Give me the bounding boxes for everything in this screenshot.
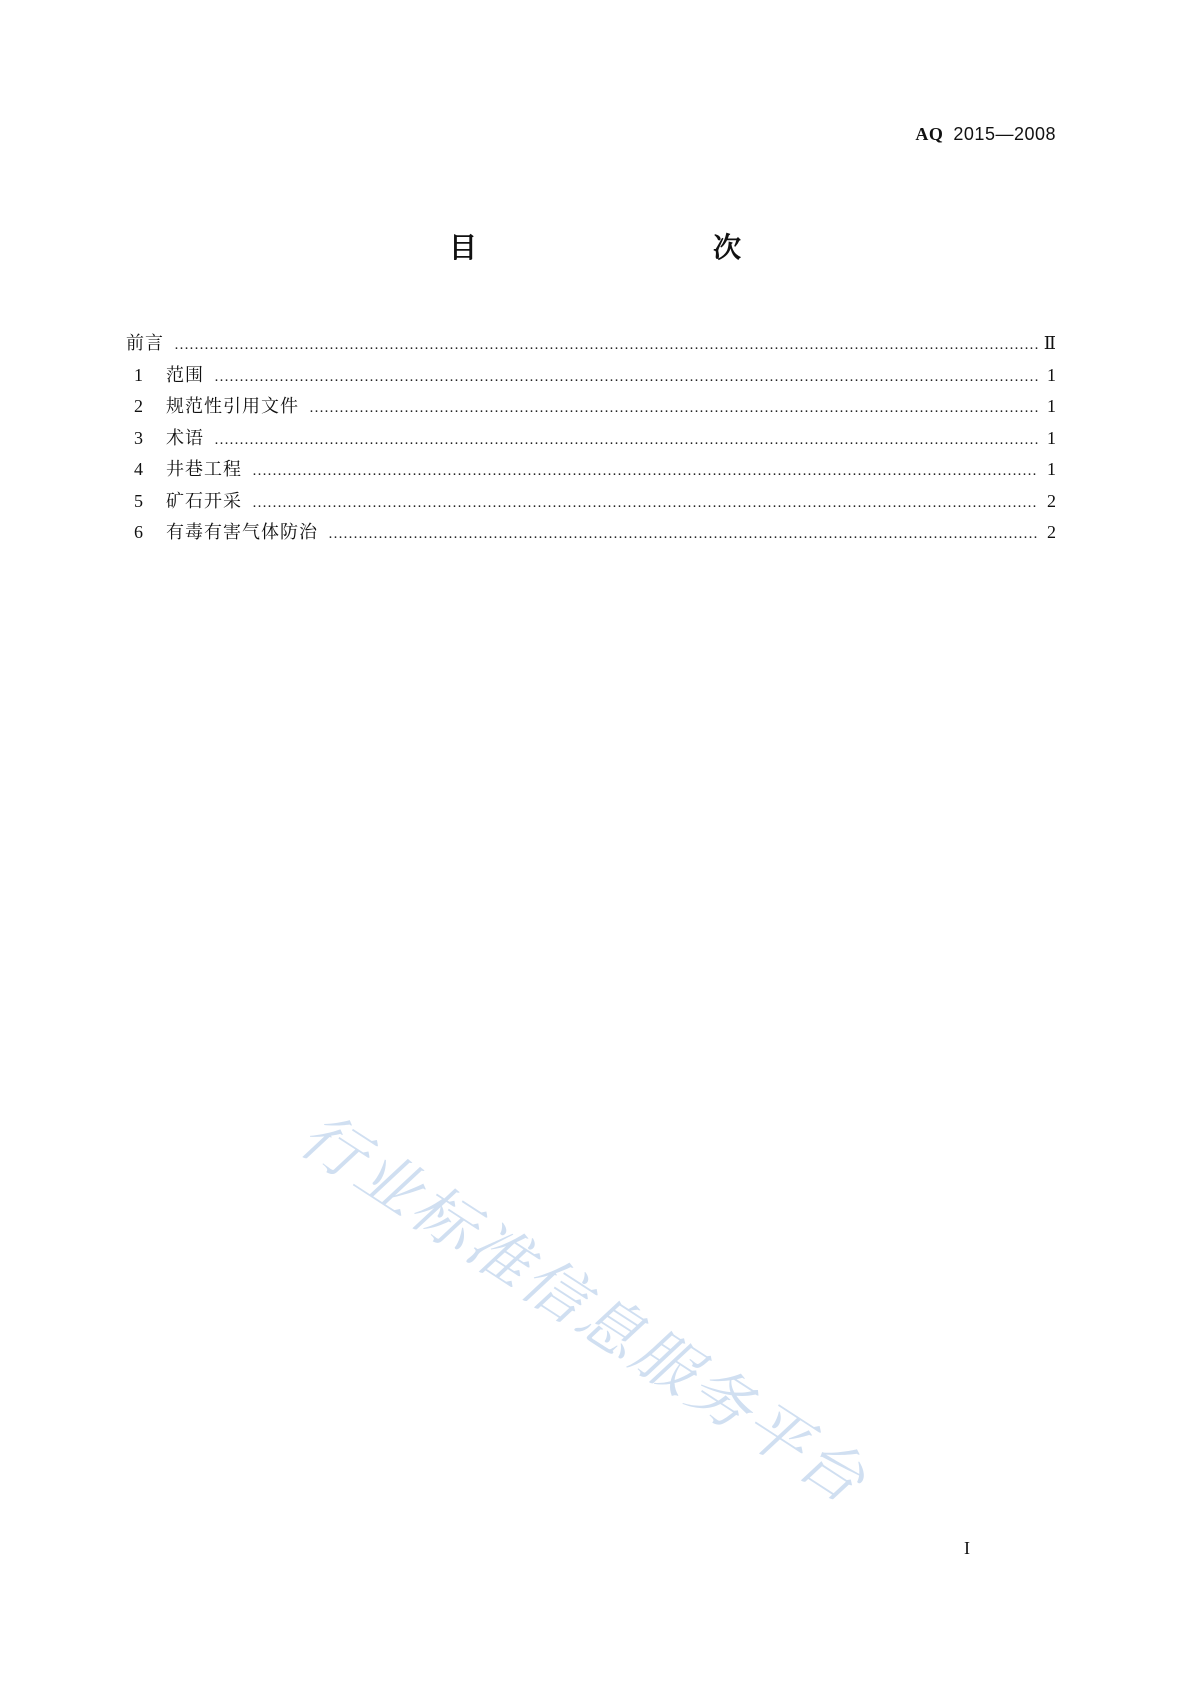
toc-entry-label: 井巷工程 xyxy=(166,459,242,480)
toc-entry-number: 3 xyxy=(134,427,143,448)
toc-entry-label: 矿石开采 xyxy=(166,490,242,512)
toc-entry-number: 2 xyxy=(134,396,143,416)
toc-entry-scope[interactable] xyxy=(134,360,1056,392)
toc-entry-page: 1 xyxy=(1047,396,1056,416)
toc-entry-label: 规范性引用文件 xyxy=(166,396,299,417)
page-number: I xyxy=(964,1538,970,1558)
toc-dot-leader xyxy=(174,330,1038,362)
toc-entry-terms[interactable] xyxy=(134,423,1056,455)
toc-entry-page: 1 xyxy=(1047,364,1056,385)
toc-dot-leader xyxy=(214,425,1038,457)
toc-entry-number: 4 xyxy=(134,459,143,479)
toc-entry-shaft-engineering[interactable] xyxy=(134,454,1056,486)
toc-title: 目 次 xyxy=(448,231,801,264)
toc-entry-page: 1 xyxy=(1047,459,1056,479)
toc-entry-page: 1 xyxy=(1047,427,1056,448)
toc-dot-leader xyxy=(252,456,1038,488)
toc-dot-leader xyxy=(214,362,1038,394)
toc-entry-normative-references[interactable] xyxy=(134,391,1056,423)
toc-entry-page: Ⅱ xyxy=(1043,333,1056,353)
toc-entry-number: 6 xyxy=(134,522,143,542)
toc-entry-page: 2 xyxy=(1047,490,1056,511)
watermark: 行业标准信息服务平台 xyxy=(287,1098,881,1519)
toc-entry-page: 2 xyxy=(1047,522,1056,542)
toc-entry-label: 有毒有害气体防治 xyxy=(166,522,318,543)
standard-prefix: AQ xyxy=(915,124,944,144)
toc-entry-ore-mining[interactable] xyxy=(134,486,1056,518)
standard-number: 2015—2008 xyxy=(953,124,1056,144)
table-of-contents xyxy=(126,328,1056,549)
toc-dot-leader xyxy=(309,393,1038,425)
toc-entry-label: 前言 xyxy=(126,333,164,354)
toc-entry-label: 范围 xyxy=(166,364,204,386)
toc-entry-label: 术语 xyxy=(166,427,204,449)
standard-code xyxy=(915,124,1056,145)
toc-entry-toxic-gas-prevention[interactable] xyxy=(134,517,1056,549)
toc-entry-number: 1 xyxy=(134,364,143,385)
toc-dot-leader xyxy=(252,488,1038,520)
toc-dot-leader xyxy=(328,519,1038,551)
toc-entry-number: 5 xyxy=(134,490,143,511)
toc-entry-foreword[interactable] xyxy=(126,328,1056,360)
